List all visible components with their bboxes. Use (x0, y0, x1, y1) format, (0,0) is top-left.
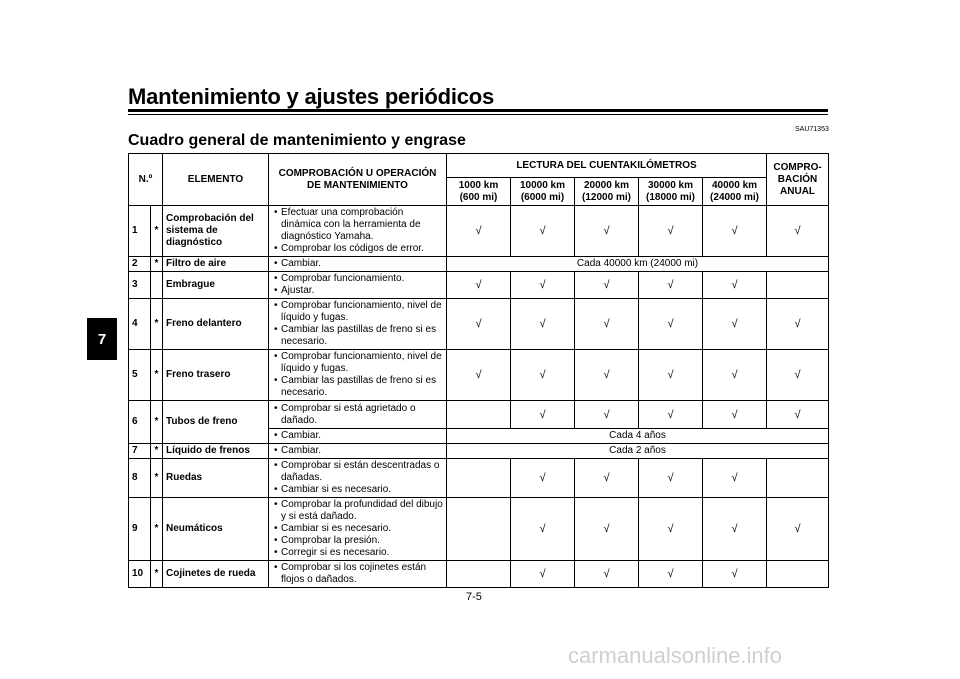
asterisk-mark: * (151, 459, 163, 498)
check-mark: √ (639, 561, 703, 588)
check-mark: √ (767, 401, 829, 429)
check-mark: √ (703, 498, 767, 561)
check-mark: √ (511, 401, 575, 429)
check-mark: √ (767, 206, 829, 257)
check-mark (447, 401, 511, 429)
interval-header (511, 178, 575, 206)
asterisk-mark: * (151, 444, 163, 459)
check-mark: √ (511, 299, 575, 350)
operation-list (272, 351, 443, 399)
operation-list (272, 562, 443, 586)
interval-km: 1000 km (458, 179, 499, 191)
interval-mi: (600 mi) (459, 191, 498, 203)
check-mark: √ (639, 350, 703, 401)
table-row (129, 299, 829, 350)
interval-mi: (12000 mi) (582, 191, 631, 203)
table-row (129, 561, 829, 588)
operation-cell (269, 257, 447, 272)
item-number: 8 (129, 459, 151, 498)
check-mark: √ (447, 299, 511, 350)
element-name: Ruedas (163, 459, 269, 498)
check-mark: √ (639, 498, 703, 561)
table-row (129, 272, 829, 299)
check-mark: √ (511, 272, 575, 299)
check-mark: √ (511, 498, 575, 561)
item-number: 9 (129, 498, 151, 561)
operation-item: • Comprobar la presión. (272, 535, 443, 547)
operation-list (272, 403, 443, 427)
interval-mi: (6000 mi) (520, 191, 565, 203)
table-row (129, 498, 829, 561)
check-mark: √ (639, 459, 703, 498)
operation-item: • Corregir si es necesario. (272, 547, 443, 559)
operation-item: • Cambiar. (272, 445, 443, 457)
operation-cell (269, 429, 447, 444)
item-number: 1 (129, 206, 151, 257)
interval-km: 10000 km (519, 179, 566, 191)
check-mark (447, 561, 511, 588)
operation-item: • Cambiar si es necesario. (272, 523, 443, 535)
watermark: carmanualsonline.info (568, 643, 783, 668)
operation-item: • Efectuar una comprobación dinámica con la herramienta de diagnóstico Yamaha. (272, 207, 443, 243)
check-mark: √ (703, 272, 767, 299)
operation-cell (269, 350, 447, 401)
item-number: 3 (129, 272, 151, 299)
check-mark: √ (511, 459, 575, 498)
operation-cell (269, 206, 447, 257)
header-element: ELEMENTO (163, 154, 269, 206)
check-mark: √ (639, 206, 703, 257)
check-mark: √ (703, 401, 767, 429)
interval-mi: (18000 mi) (646, 191, 695, 203)
interval-header (447, 178, 511, 206)
table-row (129, 350, 829, 401)
title-rule-thick (128, 109, 828, 112)
operation-item: • Comprobar si los cojinetes están flojos o dañados. (272, 562, 443, 586)
operation-item: • Ajustar. (272, 285, 443, 297)
interval-km: 40000 km (711, 179, 758, 191)
check-mark: √ (703, 350, 767, 401)
check-mark: √ (575, 272, 639, 299)
operation-item: • Comprobar si está agrietado o dañado. (272, 403, 443, 427)
page-title: Mantenimiento y ajustes periódicos (128, 84, 495, 109)
asterisk-mark: * (151, 561, 163, 588)
check-mark (447, 498, 511, 561)
header-operation: COMPROBACIÓN U OPERACIÓN DE MANTENIMIENTO (269, 154, 447, 206)
title-rule-thin (128, 114, 828, 115)
check-mark: √ (575, 561, 639, 588)
operation-list (272, 258, 443, 270)
item-number: 6 (129, 401, 151, 444)
table-row (129, 444, 829, 459)
asterisk-mark: * (151, 206, 163, 257)
item-number: 2 (129, 257, 151, 272)
check-mark: √ (767, 498, 829, 561)
operation-cell (269, 401, 447, 429)
check-mark: √ (703, 299, 767, 350)
check-mark: √ (511, 561, 575, 588)
check-mark (447, 459, 511, 498)
item-number: 10 (129, 561, 151, 588)
interval-header (703, 178, 767, 206)
interval-span-text: Cada 40000 km (24000 mi) (447, 257, 829, 272)
operation-item: • Comprobar funcionamiento, nivel de líquido y fugas. (272, 300, 443, 324)
element-name: Líquido de frenos (163, 444, 269, 459)
check-mark: √ (703, 206, 767, 257)
operation-cell (269, 299, 447, 350)
operation-list (272, 430, 443, 442)
table-row (129, 401, 829, 429)
element-name: Tubos de freno (163, 401, 269, 444)
operation-item: • Cambiar si es necesario. (272, 484, 443, 496)
operation-list (272, 499, 443, 559)
chapter-tab: 7 (87, 318, 117, 360)
operation-cell (269, 561, 447, 588)
interval-km: 30000 km (647, 179, 694, 191)
check-mark (767, 272, 829, 299)
operation-item: • Comprobar los códigos de error. (272, 243, 443, 255)
element-name: Embrague (163, 272, 269, 299)
check-mark: √ (447, 206, 511, 257)
operation-cell (269, 459, 447, 498)
check-mark: √ (639, 272, 703, 299)
operation-item: • Cambiar. (272, 430, 443, 442)
asterisk-mark: * (151, 299, 163, 350)
check-mark: √ (703, 561, 767, 588)
operation-cell (269, 272, 447, 299)
operation-item: • Comprobar funcionamiento, nivel de líquido y fugas. (272, 351, 443, 375)
element-name: Cojinetes de rueda (163, 561, 269, 588)
element-name: Neumáticos (163, 498, 269, 561)
operation-item: • Comprobar funcionamiento. (272, 273, 443, 285)
asterisk-mark: * (151, 498, 163, 561)
asterisk-mark (151, 272, 163, 299)
check-mark: √ (703, 459, 767, 498)
operation-item: • Comprobar si están descentradas o dañadas. (272, 460, 443, 484)
check-mark: √ (511, 350, 575, 401)
interval-span-text: Cada 2 años (447, 444, 829, 459)
operation-list (272, 460, 443, 496)
check-mark: √ (639, 401, 703, 429)
asterisk-mark: * (151, 257, 163, 272)
document-code: SAU71353 (795, 126, 829, 133)
operation-item: • Cambiar las pastillas de freno si es necesario. (272, 375, 443, 399)
check-mark: √ (767, 350, 829, 401)
interval-header (575, 178, 639, 206)
check-mark: √ (447, 350, 511, 401)
element-name: Comprobación del sistema de diagnóstico (163, 206, 269, 257)
operation-item: • Comprobar la profundidad del dibujo y si está dañado. (272, 499, 443, 523)
operation-list (272, 445, 443, 457)
table-row (129, 257, 829, 272)
check-mark: √ (767, 299, 829, 350)
interval-km: 20000 km (583, 179, 630, 191)
table-row (129, 459, 829, 498)
check-mark: √ (575, 206, 639, 257)
check-mark: √ (575, 350, 639, 401)
element-name: Freno trasero (163, 350, 269, 401)
page-number: 7-5 (466, 591, 482, 603)
check-mark: √ (575, 299, 639, 350)
interval-span-text: Cada 4 años (447, 429, 829, 444)
operation-cell (269, 498, 447, 561)
header-no: N.º (129, 154, 163, 206)
check-mark (767, 459, 829, 498)
check-mark: √ (575, 459, 639, 498)
asterisk-mark: * (151, 350, 163, 401)
maintenance-table (128, 153, 829, 588)
header-odometer: LECTURA DEL CUENTAKILÓMETROS (447, 154, 767, 178)
interval-header (639, 178, 703, 206)
asterisk-mark: * (151, 401, 163, 444)
check-mark: √ (447, 272, 511, 299)
item-number: 4 (129, 299, 151, 350)
element-name: Filtro de aire (163, 257, 269, 272)
check-mark: √ (511, 206, 575, 257)
operation-list (272, 273, 443, 297)
operation-list (272, 300, 443, 348)
item-number: 7 (129, 444, 151, 459)
check-mark: √ (639, 299, 703, 350)
item-number: 5 (129, 350, 151, 401)
maintenance-table-body (129, 206, 829, 588)
header-annual: COMPRO- BACIÓN ANUAL (767, 154, 829, 206)
operation-item: • Cambiar las pastillas de freno si es necesario. (272, 324, 443, 348)
check-mark (767, 561, 829, 588)
section-title: Cuadro general de mantenimiento y engrase (128, 132, 466, 149)
operation-list (272, 207, 443, 255)
check-mark: √ (575, 401, 639, 429)
element-name: Freno delantero (163, 299, 269, 350)
table-row (129, 206, 829, 257)
operation-item: • Cambiar. (272, 258, 443, 270)
check-mark: √ (575, 498, 639, 561)
operation-cell (269, 444, 447, 459)
interval-mi: (24000 mi) (710, 191, 759, 203)
